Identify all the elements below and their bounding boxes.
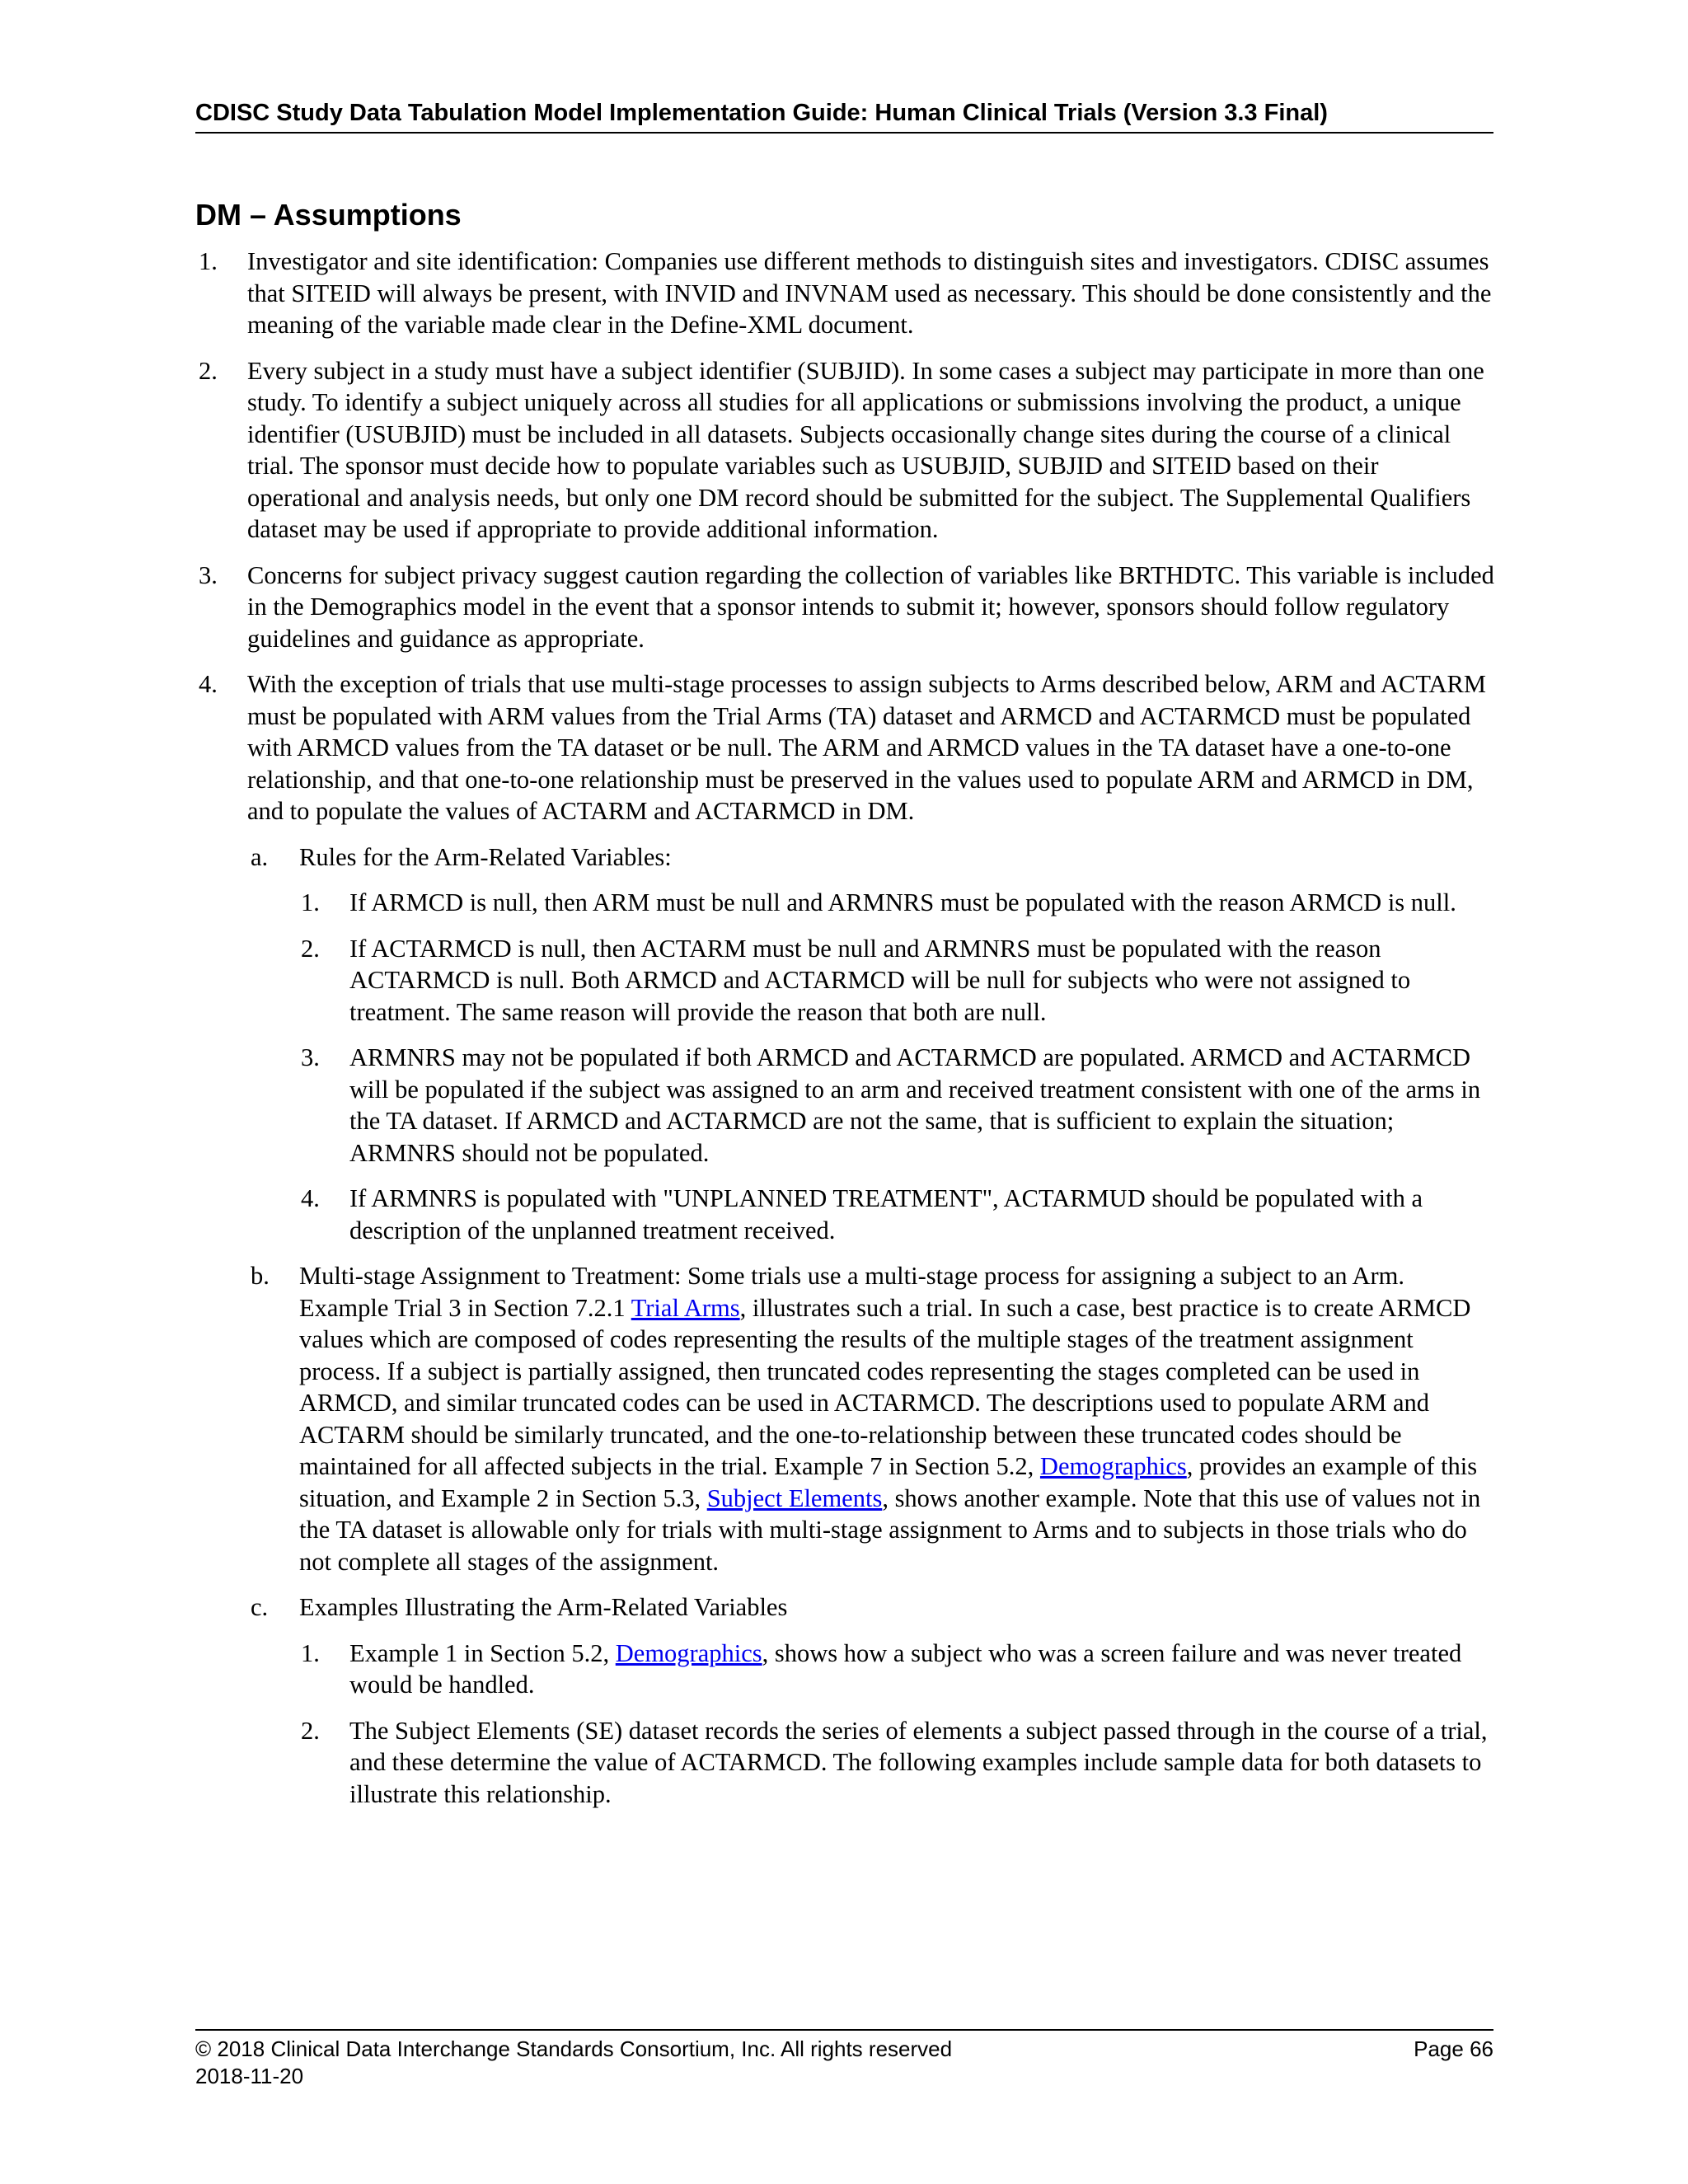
sub-item-letter: c. [251, 1593, 269, 1621]
item-number: 4. [199, 670, 218, 698]
sub-item-letter: a. [251, 842, 269, 871]
assumption-item-3 [195, 560, 1498, 655]
rule-text: If ARMNRS is populated with "UNPLANNED TREATMENT", ACTARMUD should be populated with a description of the unplanned treatment received. [349, 1184, 1423, 1244]
example-text: The Subject Elements (SE) dataset records the series of elements a subject passed through in the course of a trial, and these determine the value of ACTARMCD. The following examples include sample data for both datasets to illustrate this relationship. [349, 1716, 1488, 1808]
text-segment: Multi-stage Assignment to Treatment: Some trials use a multi-stage process for assigning a subject to an Arm. Example Trial 3 in Section 7.2.1 [299, 1262, 1404, 1322]
demographics-link[interactable]: Demographics [615, 1638, 762, 1667]
page-content [195, 196, 1498, 1824]
item-text: With the exception of trials that use multi-stage processes to assign subjects to Arms described below, ARM and ACTARM must be populated with ARM values from the Trial Arms (TA) dataset and ARMCD and ACTARMCD must be populated with ARMCD values from the TA dataset or be null. The ARM and ARMCD values in the TA dataset have a one-to-one relationship, and that one-to-one relationship must be preserved in the values used to populate ARM and ARMCD in DM, and to populate the values of ACTARM and ACTARMCD in DM. [247, 670, 1487, 825]
document-date: 2018-11-20 [195, 2064, 304, 2088]
text-segment: , shows how a subject who was a screen failure and was never treated would be handled. [349, 1638, 1462, 1699]
sub-item-text [299, 1260, 1498, 1577]
item-number: 3. [199, 560, 218, 589]
document-title: CDISC Study Data Tabulation Model Implementation Guide: Human Clinical Trials (Version 3.3 Final) [195, 100, 1328, 126]
assumption-item-1 [195, 246, 1498, 341]
sub-item-text: Examples Illustrating the Arm-Related Variables [299, 1593, 788, 1621]
rule-item-3 [299, 1042, 1498, 1169]
sub-item-c [247, 1591, 1498, 1810]
rule-text: If ARMCD is null, then ARM must be null and ARMNRS must be populated with the reason ARMCD is null. [349, 888, 1456, 916]
subject-elements-link[interactable]: Subject Elements [706, 1483, 883, 1512]
sub-item-b [247, 1260, 1498, 1577]
copyright-text: © 2018 Clinical Data Interchange Standards Consortium, Inc. All rights reserved [195, 2036, 953, 2061]
item-text: Investigator and site identification: Companies use different methods to distinguish sites and investigators. CDISC assumes that SITEID will always be present, with INVID and INVNAM used as necessary. This should be done consistently and the meaning of the variable made clear in the Define-XML document. [247, 247, 1492, 339]
item-number: 1. [199, 247, 218, 275]
text-segment: , provides an example of this situation, and Example 2 in Section 5.3, [299, 1452, 1478, 1512]
text-segment: Example 1 in Section 5.2, [349, 1638, 616, 1667]
sub-item-letter: b. [251, 1262, 270, 1290]
rule-number: 2. [301, 934, 320, 963]
assumption-item-4 [195, 668, 1498, 1810]
item-text: Every subject in a study must have a subject identifier (SUBJID). In some cases a subject may participate in more than one study. To identify a subject uniquely across all studies for all applications or submissions involving the product, a unique identifier (USUBJID) must be included in all datasets. Subjects occasionally change sites during the course of a clinical trial. The sponsor must decide how to populate variables such as USUBJID, SUBJID and SITEID based on their operational and analysis needs, but only one DM record should be submitted for the subject. The Supplemental Qualifiers dataset may be used if appropriate to provide additional information. [247, 356, 1484, 543]
sub-item-text: Rules for the Arm-Related Variables: [299, 842, 672, 871]
footer-row [195, 2036, 1493, 2063]
example-item-1 [299, 1638, 1498, 1701]
item-number: 2. [199, 356, 218, 385]
trial-arms-link[interactable]: Trial Arms [631, 1293, 740, 1322]
document-footer [195, 2029, 1493, 2090]
demographics-link[interactable]: Demographics [1039, 1452, 1187, 1480]
rule-number: 1. [301, 888, 320, 916]
sub-item-a [247, 841, 1498, 1247]
example-item-2 [299, 1715, 1498, 1811]
assumption-item-2 [195, 355, 1498, 546]
page-number: Page 66 [1414, 2036, 1493, 2061]
rule-number: 4. [301, 1184, 320, 1212]
rule-item-1 [299, 887, 1498, 919]
example-text [349, 1638, 1498, 1701]
rule-text: If ACTARMCD is null, then ACTARM must be null and ARMNRS must be populated with the reason ACTARMCD is null. Both ARMCD and ACTARMCD will be null for subjects who were not assigned to treatment. The same reason will provide the reason that both are null. [349, 934, 1411, 1026]
rule-item-2 [299, 933, 1498, 1029]
item-text: Concerns for subject privacy suggest caution regarding the collection of variables like BRTHDTC. This variable is included in the Demographics model in the event that a sponsor intends to submit it; however, sponsors should follow regulatory guidelines and guidance as appropriate. [247, 560, 1494, 653]
rule-text: ARMNRS may not be populated if both ARMCD and ACTARMCD are populated. ARMCD and ACTARMCD will be populated if the subject was assigned to an arm and received treatment consistent with one of the arms in the TA dataset. If ARMCD and ACTARMCD are not the same, that is sufficient to explain the situation; ARMNRS should not be populated. [349, 1043, 1481, 1167]
text-segment: , shows another example. Note that this use of values not in the TA dataset is allowable only for trials with multi-stage assignment to Arms and to subjects in those trials who do not complete all stages of the assignment. [299, 1483, 1481, 1576]
rule-number: 3. [301, 1043, 320, 1071]
section-title: DM – Assumptions [195, 198, 462, 232]
example-number: 1. [301, 1638, 320, 1667]
document-header [195, 97, 1493, 134]
example-number: 2. [301, 1716, 320, 1745]
rule-item-4 [299, 1183, 1498, 1246]
text-segment: , illustrates such a trial. In such a case, best practice is to create ARMCD values which are composed of codes representing the results of the multiple stages of the treatment assignment process. If a subject is partially assigned, then truncated codes representing the stages completed can be used in ARMCD, and similar truncated codes can be used in ACTARMCD. The descriptions used to populate ARM and ACTARM should be similarly truncated, and the one-to-relationship between these truncated codes should be maintained for all affected subjects in the trial. Example 7 in Section 5.2, [299, 1293, 1471, 1480]
